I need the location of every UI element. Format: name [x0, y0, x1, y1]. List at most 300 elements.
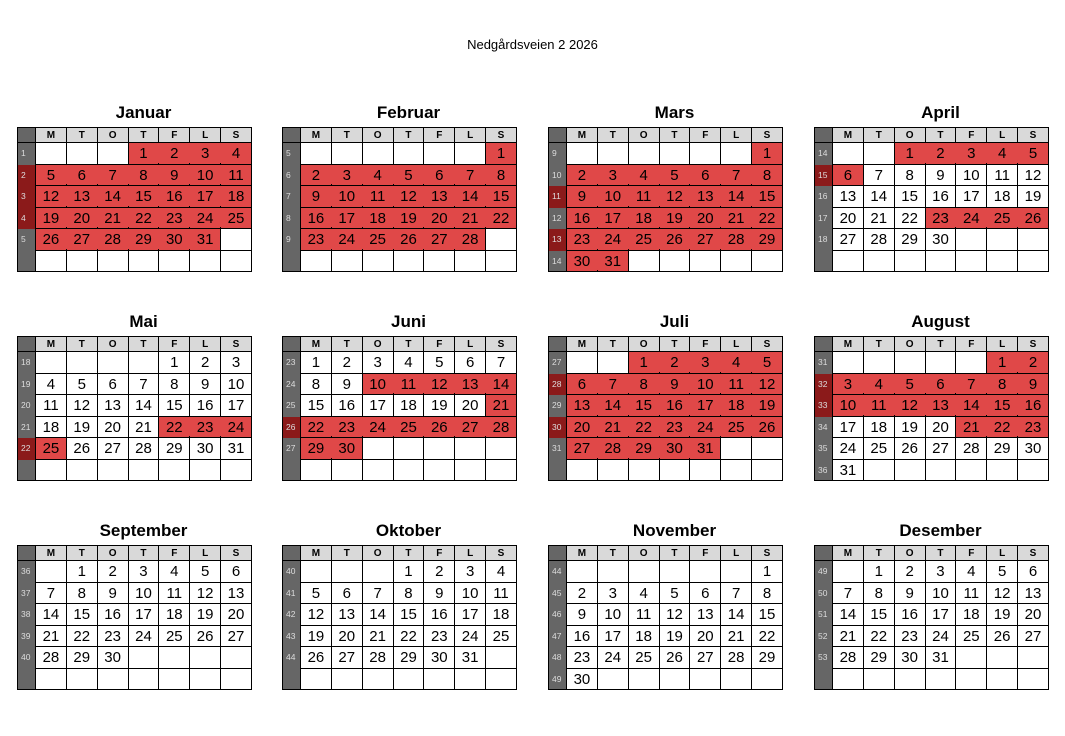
day-cell: 30: [567, 251, 598, 273]
day-cell: 13: [332, 604, 363, 626]
day-cell: 22: [752, 208, 783, 230]
weekday-header: S: [486, 127, 517, 143]
day-cell: 6: [833, 165, 864, 187]
day-cell: 16: [567, 626, 598, 648]
day-cell: 27: [67, 229, 98, 251]
day-cell: 24: [956, 208, 987, 230]
day-cell: 19: [394, 208, 425, 230]
day-cell: 22: [301, 417, 332, 439]
weekday-header: L: [987, 127, 1018, 143]
day-cell: 25: [987, 208, 1018, 230]
day-cell: 25: [721, 417, 752, 439]
weekday-header: T: [332, 545, 363, 561]
empty-cell: [752, 460, 783, 482]
empty-cell: [394, 669, 425, 691]
empty-cell: [721, 143, 752, 165]
day-cell: 31: [455, 647, 486, 669]
week-number: 36: [814, 460, 833, 482]
empty-cell: [629, 251, 660, 273]
day-cell: 26: [394, 229, 425, 251]
day-cell: 11: [36, 395, 67, 417]
day-cell: 16: [926, 186, 957, 208]
day-cell: 28: [363, 647, 394, 669]
day-cell: 31: [221, 438, 252, 460]
week-number: 18: [17, 352, 36, 374]
day-cell: 16: [159, 186, 190, 208]
day-cell: 5: [752, 352, 783, 374]
day-cell: 30: [567, 669, 598, 691]
empty-cell: [98, 143, 129, 165]
day-cell: 25: [394, 417, 425, 439]
week-number: 5: [282, 143, 301, 165]
day-cell: 26: [895, 438, 926, 460]
empty-cell: [332, 143, 363, 165]
weekday-header: L: [721, 336, 752, 352]
day-cell: 29: [301, 438, 332, 460]
day-cell: 2: [895, 561, 926, 583]
day-cell: 7: [864, 165, 895, 187]
week-number: 50: [814, 583, 833, 605]
empty-cell: [567, 143, 598, 165]
month-name: Februar: [376, 103, 441, 122]
empty-cell: [332, 251, 363, 273]
day-cell: 25: [221, 208, 252, 230]
day-cell: 29: [752, 229, 783, 251]
week-number: 17: [814, 208, 833, 230]
day-cell: 12: [1018, 165, 1049, 187]
week-number: 27: [282, 438, 301, 460]
week-number: 18: [814, 229, 833, 251]
week-number: 10: [548, 165, 567, 187]
weekday-header: F: [424, 545, 455, 561]
week-number: 9: [548, 143, 567, 165]
day-cell: 13: [833, 186, 864, 208]
day-cell: 25: [864, 438, 895, 460]
day-cell: 23: [567, 229, 598, 251]
empty-cell: [424, 251, 455, 273]
week-number: [814, 251, 833, 273]
day-cell: 23: [660, 417, 691, 439]
empty-cell: [956, 229, 987, 251]
weekday-header: T: [598, 336, 629, 352]
empty-cell: [221, 460, 252, 482]
day-cell: 13: [690, 604, 721, 626]
empty-cell: [98, 669, 129, 691]
day-cell: 18: [363, 208, 394, 230]
day-cell: 3: [598, 165, 629, 187]
empty-cell: [486, 669, 517, 691]
month-grid: [548, 336, 783, 481]
week-number: 27: [548, 352, 567, 374]
empty-cell: [660, 561, 691, 583]
day-cell: 7: [363, 583, 394, 605]
day-cell: 6: [690, 165, 721, 187]
day-cell: 30: [98, 647, 129, 669]
day-cell: 10: [455, 583, 486, 605]
empty-cell: [690, 143, 721, 165]
empty-cell: [363, 143, 394, 165]
day-cell: 29: [159, 438, 190, 460]
day-cell: 6: [926, 374, 957, 396]
week-number: 12: [548, 208, 567, 230]
day-cell: 26: [1018, 208, 1049, 230]
day-cell: 16: [332, 395, 363, 417]
day-cell: 1: [129, 143, 160, 165]
day-cell: 17: [363, 395, 394, 417]
day-cell: 25: [629, 229, 660, 251]
week-number: 9: [282, 229, 301, 251]
day-cell: 10: [363, 374, 394, 396]
weekday-header: O: [363, 336, 394, 352]
day-cell: 2: [926, 143, 957, 165]
day-cell: 25: [159, 626, 190, 648]
day-cell: 3: [926, 561, 957, 583]
day-cell: 9: [660, 374, 691, 396]
document-title: Nedgårdsveien 2 2026: [467, 37, 598, 52]
month-name: Juni: [391, 312, 426, 331]
day-cell: 17: [221, 395, 252, 417]
day-cell: 16: [895, 604, 926, 626]
empty-cell: [129, 669, 160, 691]
day-cell: 11: [987, 165, 1018, 187]
week-number: 42: [282, 604, 301, 626]
empty-cell: [486, 438, 517, 460]
day-cell: 24: [190, 208, 221, 230]
week-number: 35: [814, 438, 833, 460]
day-cell: 20: [332, 626, 363, 648]
weekday-header: L: [721, 545, 752, 561]
day-cell: 24: [129, 626, 160, 648]
day-cell: 20: [98, 417, 129, 439]
empty-cell: [129, 352, 160, 374]
week-header-corner: [548, 545, 567, 561]
day-cell: 15: [67, 604, 98, 626]
day-cell: 23: [424, 626, 455, 648]
day-cell: 8: [752, 583, 783, 605]
day-cell: 19: [190, 604, 221, 626]
day-cell: 16: [1018, 395, 1049, 417]
weekday-header: L: [190, 336, 221, 352]
empty-cell: [36, 352, 67, 374]
empty-cell: [752, 438, 783, 460]
day-cell: 15: [864, 604, 895, 626]
day-cell: 22: [394, 626, 425, 648]
week-header-corner: [17, 545, 36, 561]
weekday-header: T: [660, 127, 691, 143]
empty-cell: [98, 251, 129, 273]
day-cell: 19: [752, 395, 783, 417]
empty-cell: [159, 251, 190, 273]
day-cell: 26: [660, 647, 691, 669]
day-cell: 5: [301, 583, 332, 605]
weekday-header: S: [1018, 127, 1049, 143]
empty-cell: [159, 460, 190, 482]
weekday-header: L: [190, 545, 221, 561]
empty-cell: [598, 669, 629, 691]
day-cell: 28: [721, 647, 752, 669]
day-cell: 26: [190, 626, 221, 648]
day-cell: 13: [98, 395, 129, 417]
day-cell: 21: [864, 208, 895, 230]
empty-cell: [98, 460, 129, 482]
week-number: 23: [282, 352, 301, 374]
day-cell: 1: [752, 143, 783, 165]
empty-cell: [895, 460, 926, 482]
month-name: Desember: [899, 521, 982, 540]
month-grid: [814, 127, 1049, 272]
day-cell: 19: [424, 395, 455, 417]
weekday-header: T: [864, 127, 895, 143]
empty-cell: [36, 460, 67, 482]
weekday-header: O: [98, 336, 129, 352]
month-grid: [282, 545, 517, 690]
day-cell: 5: [895, 374, 926, 396]
empty-cell: [567, 460, 598, 482]
month-name: November: [632, 521, 717, 540]
week-number: 31: [548, 438, 567, 460]
day-cell: 30: [660, 438, 691, 460]
day-cell: 6: [332, 583, 363, 605]
empty-cell: [926, 352, 957, 374]
week-header-corner: [282, 545, 301, 561]
day-cell: 15: [301, 395, 332, 417]
day-cell: 24: [926, 626, 957, 648]
month-name: September: [99, 521, 188, 540]
weekday-header: F: [690, 127, 721, 143]
day-cell: 19: [660, 208, 691, 230]
week-header-corner: [17, 336, 36, 352]
weekday-header: F: [159, 336, 190, 352]
day-cell: 26: [424, 417, 455, 439]
day-cell: 8: [895, 165, 926, 187]
day-cell: 16: [190, 395, 221, 417]
day-cell: 21: [598, 417, 629, 439]
day-cell: 12: [752, 374, 783, 396]
week-number: 14: [548, 251, 567, 273]
empty-cell: [956, 352, 987, 374]
day-cell: 12: [424, 374, 455, 396]
day-cell: 2: [332, 352, 363, 374]
empty-cell: [956, 669, 987, 691]
day-cell: 9: [895, 583, 926, 605]
day-cell: 21: [129, 417, 160, 439]
week-number: 37: [17, 583, 36, 605]
empty-cell: [598, 460, 629, 482]
day-cell: 21: [956, 417, 987, 439]
empty-cell: [721, 438, 752, 460]
empty-cell: [394, 438, 425, 460]
day-cell: 28: [956, 438, 987, 460]
empty-cell: [956, 251, 987, 273]
day-cell: 5: [394, 165, 425, 187]
day-cell: 21: [721, 626, 752, 648]
day-cell: 15: [129, 186, 160, 208]
day-cell: 18: [394, 395, 425, 417]
weekday-header: T: [129, 545, 160, 561]
weekday-header: M: [36, 127, 67, 143]
weekday-header: T: [864, 545, 895, 561]
weekday-header: S: [486, 336, 517, 352]
weekday-header: F: [956, 545, 987, 561]
day-cell: 6: [67, 165, 98, 187]
day-cell: 26: [67, 438, 98, 460]
week-number: 11: [548, 186, 567, 208]
day-cell: 5: [660, 583, 691, 605]
day-cell: 15: [629, 395, 660, 417]
day-cell: 8: [67, 583, 98, 605]
day-cell: 6: [690, 583, 721, 605]
day-cell: 8: [394, 583, 425, 605]
empty-cell: [332, 460, 363, 482]
weekday-header: T: [926, 336, 957, 352]
empty-cell: [332, 561, 363, 583]
day-cell: 27: [926, 438, 957, 460]
day-cell: 7: [129, 374, 160, 396]
empty-cell: [424, 460, 455, 482]
week-number: 8: [282, 208, 301, 230]
weekday-header: T: [864, 336, 895, 352]
day-cell: 2: [159, 143, 190, 165]
day-cell: 21: [98, 208, 129, 230]
day-cell: 6: [455, 352, 486, 374]
empty-cell: [660, 143, 691, 165]
day-cell: 30: [895, 647, 926, 669]
day-cell: 2: [567, 583, 598, 605]
weekday-header: S: [221, 336, 252, 352]
empty-cell: [833, 561, 864, 583]
day-cell: 3: [598, 583, 629, 605]
empty-cell: [864, 352, 895, 374]
weekday-header: T: [129, 127, 160, 143]
day-cell: 5: [660, 165, 691, 187]
empty-cell: [363, 561, 394, 583]
empty-cell: [752, 669, 783, 691]
day-cell: 23: [926, 208, 957, 230]
weekday-header: O: [629, 127, 660, 143]
day-cell: 4: [221, 143, 252, 165]
day-cell: 30: [1018, 438, 1049, 460]
day-cell: 5: [36, 165, 67, 187]
weekday-header: T: [926, 127, 957, 143]
empty-cell: [895, 251, 926, 273]
day-cell: 12: [660, 604, 691, 626]
empty-cell: [424, 438, 455, 460]
empty-cell: [629, 561, 660, 583]
day-cell: 3: [956, 143, 987, 165]
day-cell: 9: [159, 165, 190, 187]
day-cell: 22: [864, 626, 895, 648]
day-cell: 30: [190, 438, 221, 460]
month-grid: [282, 336, 517, 481]
empty-cell: [833, 143, 864, 165]
day-cell: 23: [301, 229, 332, 251]
day-cell: 13: [424, 186, 455, 208]
empty-cell: [629, 460, 660, 482]
day-cell: 16: [301, 208, 332, 230]
week-number: 53: [814, 647, 833, 669]
empty-cell: [36, 143, 67, 165]
day-cell: 22: [987, 417, 1018, 439]
day-cell: 17: [956, 186, 987, 208]
empty-cell: [987, 460, 1018, 482]
empty-cell: [455, 669, 486, 691]
day-cell: 14: [833, 604, 864, 626]
day-cell: 26: [752, 417, 783, 439]
week-number: 13: [548, 229, 567, 251]
day-cell: 1: [895, 143, 926, 165]
weekday-header: T: [332, 336, 363, 352]
day-cell: 31: [598, 251, 629, 273]
day-cell: 18: [629, 626, 660, 648]
empty-cell: [1018, 251, 1049, 273]
day-cell: 13: [455, 374, 486, 396]
month-name: August: [911, 312, 970, 331]
day-cell: 1: [394, 561, 425, 583]
day-cell: 17: [598, 208, 629, 230]
empty-cell: [98, 352, 129, 374]
week-number: 52: [814, 626, 833, 648]
day-cell: 28: [486, 417, 517, 439]
day-cell: 4: [394, 352, 425, 374]
week-header-corner: [548, 127, 567, 143]
week-number: 19: [17, 374, 36, 396]
day-cell: 14: [721, 186, 752, 208]
day-cell: 1: [159, 352, 190, 374]
day-cell: 23: [332, 417, 363, 439]
day-cell: 23: [98, 626, 129, 648]
day-cell: 20: [1018, 604, 1049, 626]
day-cell: 28: [721, 229, 752, 251]
empty-cell: [629, 669, 660, 691]
day-cell: 12: [987, 583, 1018, 605]
empty-cell: [363, 438, 394, 460]
day-cell: 13: [67, 186, 98, 208]
week-number: 49: [814, 561, 833, 583]
day-cell: 25: [36, 438, 67, 460]
empty-cell: [363, 251, 394, 273]
empty-cell: [363, 669, 394, 691]
day-cell: 16: [660, 395, 691, 417]
day-cell: 24: [455, 626, 486, 648]
week-number: 16: [814, 186, 833, 208]
week-number: 1: [17, 143, 36, 165]
empty-cell: [833, 352, 864, 374]
day-cell: 14: [363, 604, 394, 626]
week-number: 40: [282, 561, 301, 583]
weekday-header: L: [455, 545, 486, 561]
empty-cell: [598, 143, 629, 165]
month-name: Januar: [115, 103, 172, 122]
empty-cell: [486, 647, 517, 669]
weekday-header: S: [752, 545, 783, 561]
day-cell: 24: [598, 229, 629, 251]
day-cell: 4: [721, 352, 752, 374]
empty-cell: [1018, 229, 1049, 251]
empty-cell: [301, 460, 332, 482]
day-cell: 3: [221, 352, 252, 374]
empty-cell: [486, 229, 517, 251]
week-number: 15: [814, 165, 833, 187]
empty-cell: [833, 251, 864, 273]
day-cell: 1: [752, 561, 783, 583]
empty-cell: [424, 143, 455, 165]
day-cell: 8: [864, 583, 895, 605]
week-number: 4: [17, 208, 36, 230]
day-cell: 1: [486, 143, 517, 165]
empty-cell: [67, 669, 98, 691]
day-cell: 4: [987, 143, 1018, 165]
weekday-header: O: [895, 545, 926, 561]
